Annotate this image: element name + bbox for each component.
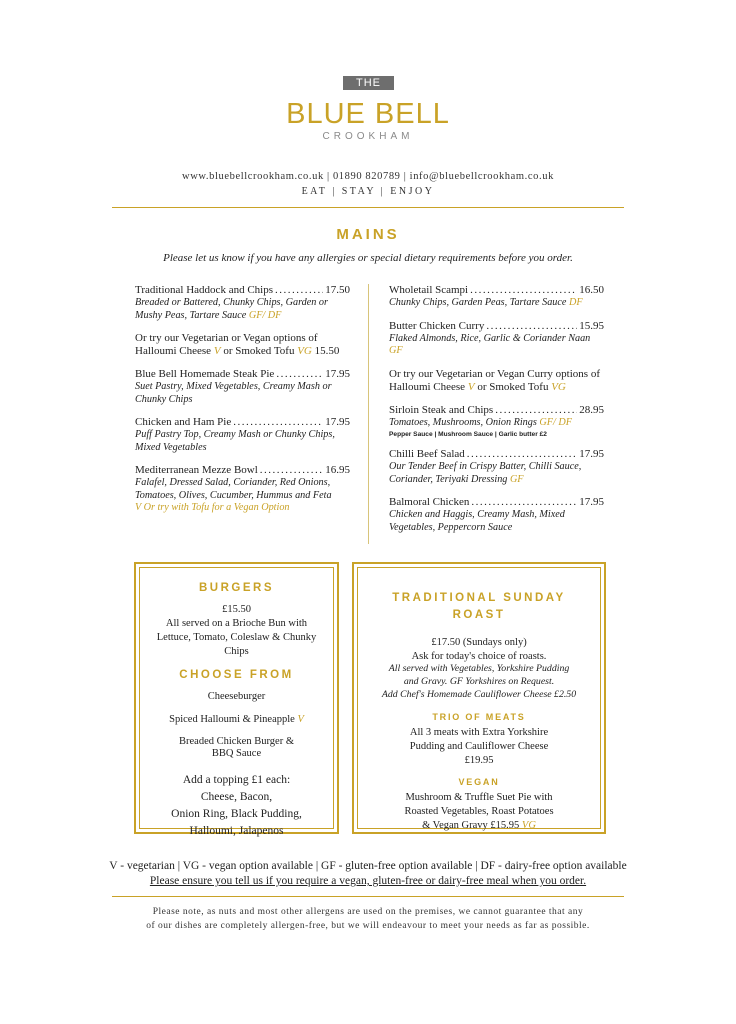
dot-leader	[471, 496, 577, 509]
allergy-note: Please let us know if you have any allergies or special dietary requirements before you order.	[163, 252, 573, 264]
item-price: 16.50	[579, 284, 604, 296]
menu-item-haddock	[135, 284, 350, 322]
dot-leader	[470, 284, 577, 297]
dot-leader	[276, 368, 323, 381]
allergen-disclaimer	[100, 905, 636, 933]
sunday-cauliflower: Add Chef's Homemade Cauliflower Cheese £2.50	[381, 689, 577, 700]
item-name: Traditional Haddock and Chips	[135, 284, 273, 296]
menu-item-ham-pie	[135, 416, 350, 454]
item-name: Sirloin Steak and Chips	[389, 403, 494, 416]
trio-heading: TRIO OF MEATS	[432, 711, 526, 722]
burgers-heading: BURGERS	[198, 582, 274, 594]
item-name: Wholetail Scampi	[389, 284, 469, 296]
dot-leader	[486, 320, 577, 333]
menu-item-balmoral	[389, 496, 604, 534]
sauce-options: Pepper Sauce | Mushroom Sauce | Garlic butter £2	[389, 431, 547, 438]
vegan-heading: VEGAN	[458, 776, 500, 787]
item-description: Falafel, Dressed Salad, Coriander, Red Onions, Tomatoes, Olives, Cucumber, Hummus and Feta	[135, 477, 332, 501]
item-price: 17.95	[579, 448, 604, 460]
dietary-tag: VG	[551, 380, 566, 393]
dietary-tag: GF/ DF	[248, 309, 282, 321]
option-text: or Smoked Tofu	[477, 380, 549, 393]
item-price: 28.95	[579, 403, 604, 416]
vegan-option: V Or try with Tofu for a Vegan Option	[135, 502, 290, 513]
item-price: 17.95	[325, 368, 350, 380]
option-text: or Smoked Tofu	[223, 345, 295, 357]
contact-line: www.bluebellcrookham.co.uk | 01890 820789 | info@bluebellcrookham.co.uk	[182, 171, 554, 182]
item-price: 17.50	[325, 284, 350, 296]
dot-leader	[233, 416, 323, 429]
dietary-tag: GF	[509, 473, 524, 485]
item-description: Chunky Chips, Garden Peas, Tartare Sauce	[389, 297, 567, 308]
option-text: Or try our Vegetarian or Vegan Curry options of Halloumi Cheese	[389, 367, 600, 393]
item-description: Puff Pastry Top, Creamy Mash or Chunky Chips, Mixed Vegetables	[135, 429, 335, 453]
sunday-heading-line-1: TRADITIONAL SUNDAY	[392, 592, 566, 604]
item-description: Flaked Almonds, Rice, Garlic & Coriander Naan	[389, 332, 591, 344]
item-name: Mediterranean Mezze Bowl	[135, 464, 258, 476]
item-name: Balmoral Chicken	[389, 496, 470, 508]
menu-option-halloumi	[135, 332, 350, 358]
menu-item-chilli-beef	[389, 448, 604, 486]
item-description: Our Tender Beef in Crispy Batter, Chilli Sauce, Coriander, Teriyaki Dressing	[389, 461, 582, 485]
dot-leader	[275, 284, 323, 297]
topping-line: Cheese, Bacon,	[200, 791, 273, 803]
topping-line: Onion Ring, Black Pudding,	[171, 808, 302, 820]
menu-item-steak-pie	[135, 368, 350, 406]
mains-heading: MAINS	[336, 226, 400, 243]
item-price: 16.95	[325, 464, 350, 476]
dietary-tag: V	[297, 714, 304, 725]
mains-right-column	[389, 284, 604, 544]
dietary-tag: GF/ DF	[539, 416, 572, 428]
item-name: Blue Bell Homemade Steak Pie	[135, 368, 275, 380]
item-name: Chicken and Ham Pie	[135, 416, 232, 428]
burgers-served: All served on a Brioche Bun with Lettuce, Tomato, Coleslaw & Chunky Chips	[156, 618, 317, 657]
sunday-ask: Ask for today's choice of roasts.	[411, 651, 547, 662]
item-name: Butter Chicken Curry	[389, 319, 485, 332]
dietary-tag: V	[467, 380, 475, 393]
disclaimer-line: Please note, as nuts and most other allergens are used on the premises, we cannot guarantee that any	[152, 907, 584, 917]
option-price: 15.50	[314, 345, 340, 357]
dot-leader	[495, 404, 577, 417]
dietary-tag: VG	[297, 345, 312, 357]
dot-leader	[467, 448, 577, 461]
dietary-legend: V - vegetarian | VG - vegan option available | GF - gluten-free option available | DF - dairy-free option available	[109, 860, 627, 872]
item-price: 17.95	[325, 416, 350, 428]
sunday-roast-box	[352, 562, 606, 834]
item-price: 17.95	[579, 496, 604, 508]
menu-item-butter-chicken	[389, 320, 604, 358]
dietary-tag: DF	[568, 297, 583, 308]
menu-item-mezze	[135, 464, 350, 515]
item-description: Tomatoes, Mushrooms, Onion Rings	[389, 416, 537, 428]
sunday-roast-box-inner	[357, 567, 601, 829]
menu-item-scampi	[389, 284, 604, 310]
burgers-box-inner	[139, 567, 334, 837]
burger-option	[140, 713, 333, 727]
item-description: Breaded or Battered, Chunky Chips, Garden or Mushy Peas, Tartare Sauce	[135, 297, 328, 321]
logo-title: BLUE BELL	[286, 98, 450, 130]
top-divider	[112, 207, 624, 208]
trio-description: All 3 meats with Extra Yorkshire Pudding and Cauliflower Cheese £19.95	[409, 726, 549, 766]
dietary-tag: VG	[521, 819, 536, 831]
item-description: Suet Pastry, Mixed Vegetables, Creamy Mash or Chunky Chips	[135, 381, 332, 405]
vegan-description-text: Mushroom & Truffle Suet Pie with Roasted Vegetables, Roast Potatoes & Vegan Gravy £15.95	[404, 791, 554, 831]
mains-left-column	[135, 284, 350, 525]
choose-from-heading: CHOOSE FROM	[179, 669, 294, 681]
sunday-served: All served with Vegetables, Yorkshire Pudding and Gravy. GF Yorkshires on Request.	[388, 663, 570, 687]
dot-leader	[260, 464, 323, 477]
dietary-tag: V	[213, 345, 221, 357]
item-price: 15.95	[579, 319, 604, 332]
topping-heading: Add a topping £1 each:	[182, 774, 291, 786]
sunday-heading-line-2: ROAST	[452, 609, 506, 621]
dietary-ensure-note: Please ensure you tell us if you require a vegan, gluten-free or dairy-free meal when you order.	[149, 875, 587, 887]
logo-subtitle: CROOKHAM	[322, 131, 414, 142]
burger-option-text: Spiced Halloumi & Pineapple	[169, 714, 295, 725]
menu-option-curry	[389, 368, 604, 394]
dietary-tag: GF	[389, 345, 403, 356]
item-description: Chicken and Haggis, Creamy Mash, Mixed Vegetables, Peppercorn Sauce	[389, 509, 565, 533]
burger-option: Cheeseburger	[207, 691, 266, 702]
sunday-price: £17.50 (Sundays only)	[431, 637, 527, 648]
item-name: Chilli Beef Salad	[389, 448, 465, 460]
burgers-box	[134, 562, 339, 837]
burger-option: Breaded Chicken Burger & BBQ Sauce	[179, 736, 294, 759]
logo-the-badge: THE	[343, 76, 394, 90]
disclaimer-line: of our dishes are completely allergen-free, but we will endeavour to meet your needs as far as possible.	[146, 921, 590, 931]
topping-line: Halloumi, Jalapenos	[189, 825, 284, 837]
tagline: EAT | STAY | ENJOY	[301, 186, 435, 197]
bottom-divider	[112, 896, 624, 897]
vegan-description	[358, 791, 600, 833]
burgers-price: £15.50	[222, 604, 251, 615]
column-divider	[368, 284, 369, 544]
option-text: Or try our Vegetarian or Vegan options of Halloumi Cheese	[135, 332, 318, 357]
menu-item-sirloin	[389, 404, 604, 439]
